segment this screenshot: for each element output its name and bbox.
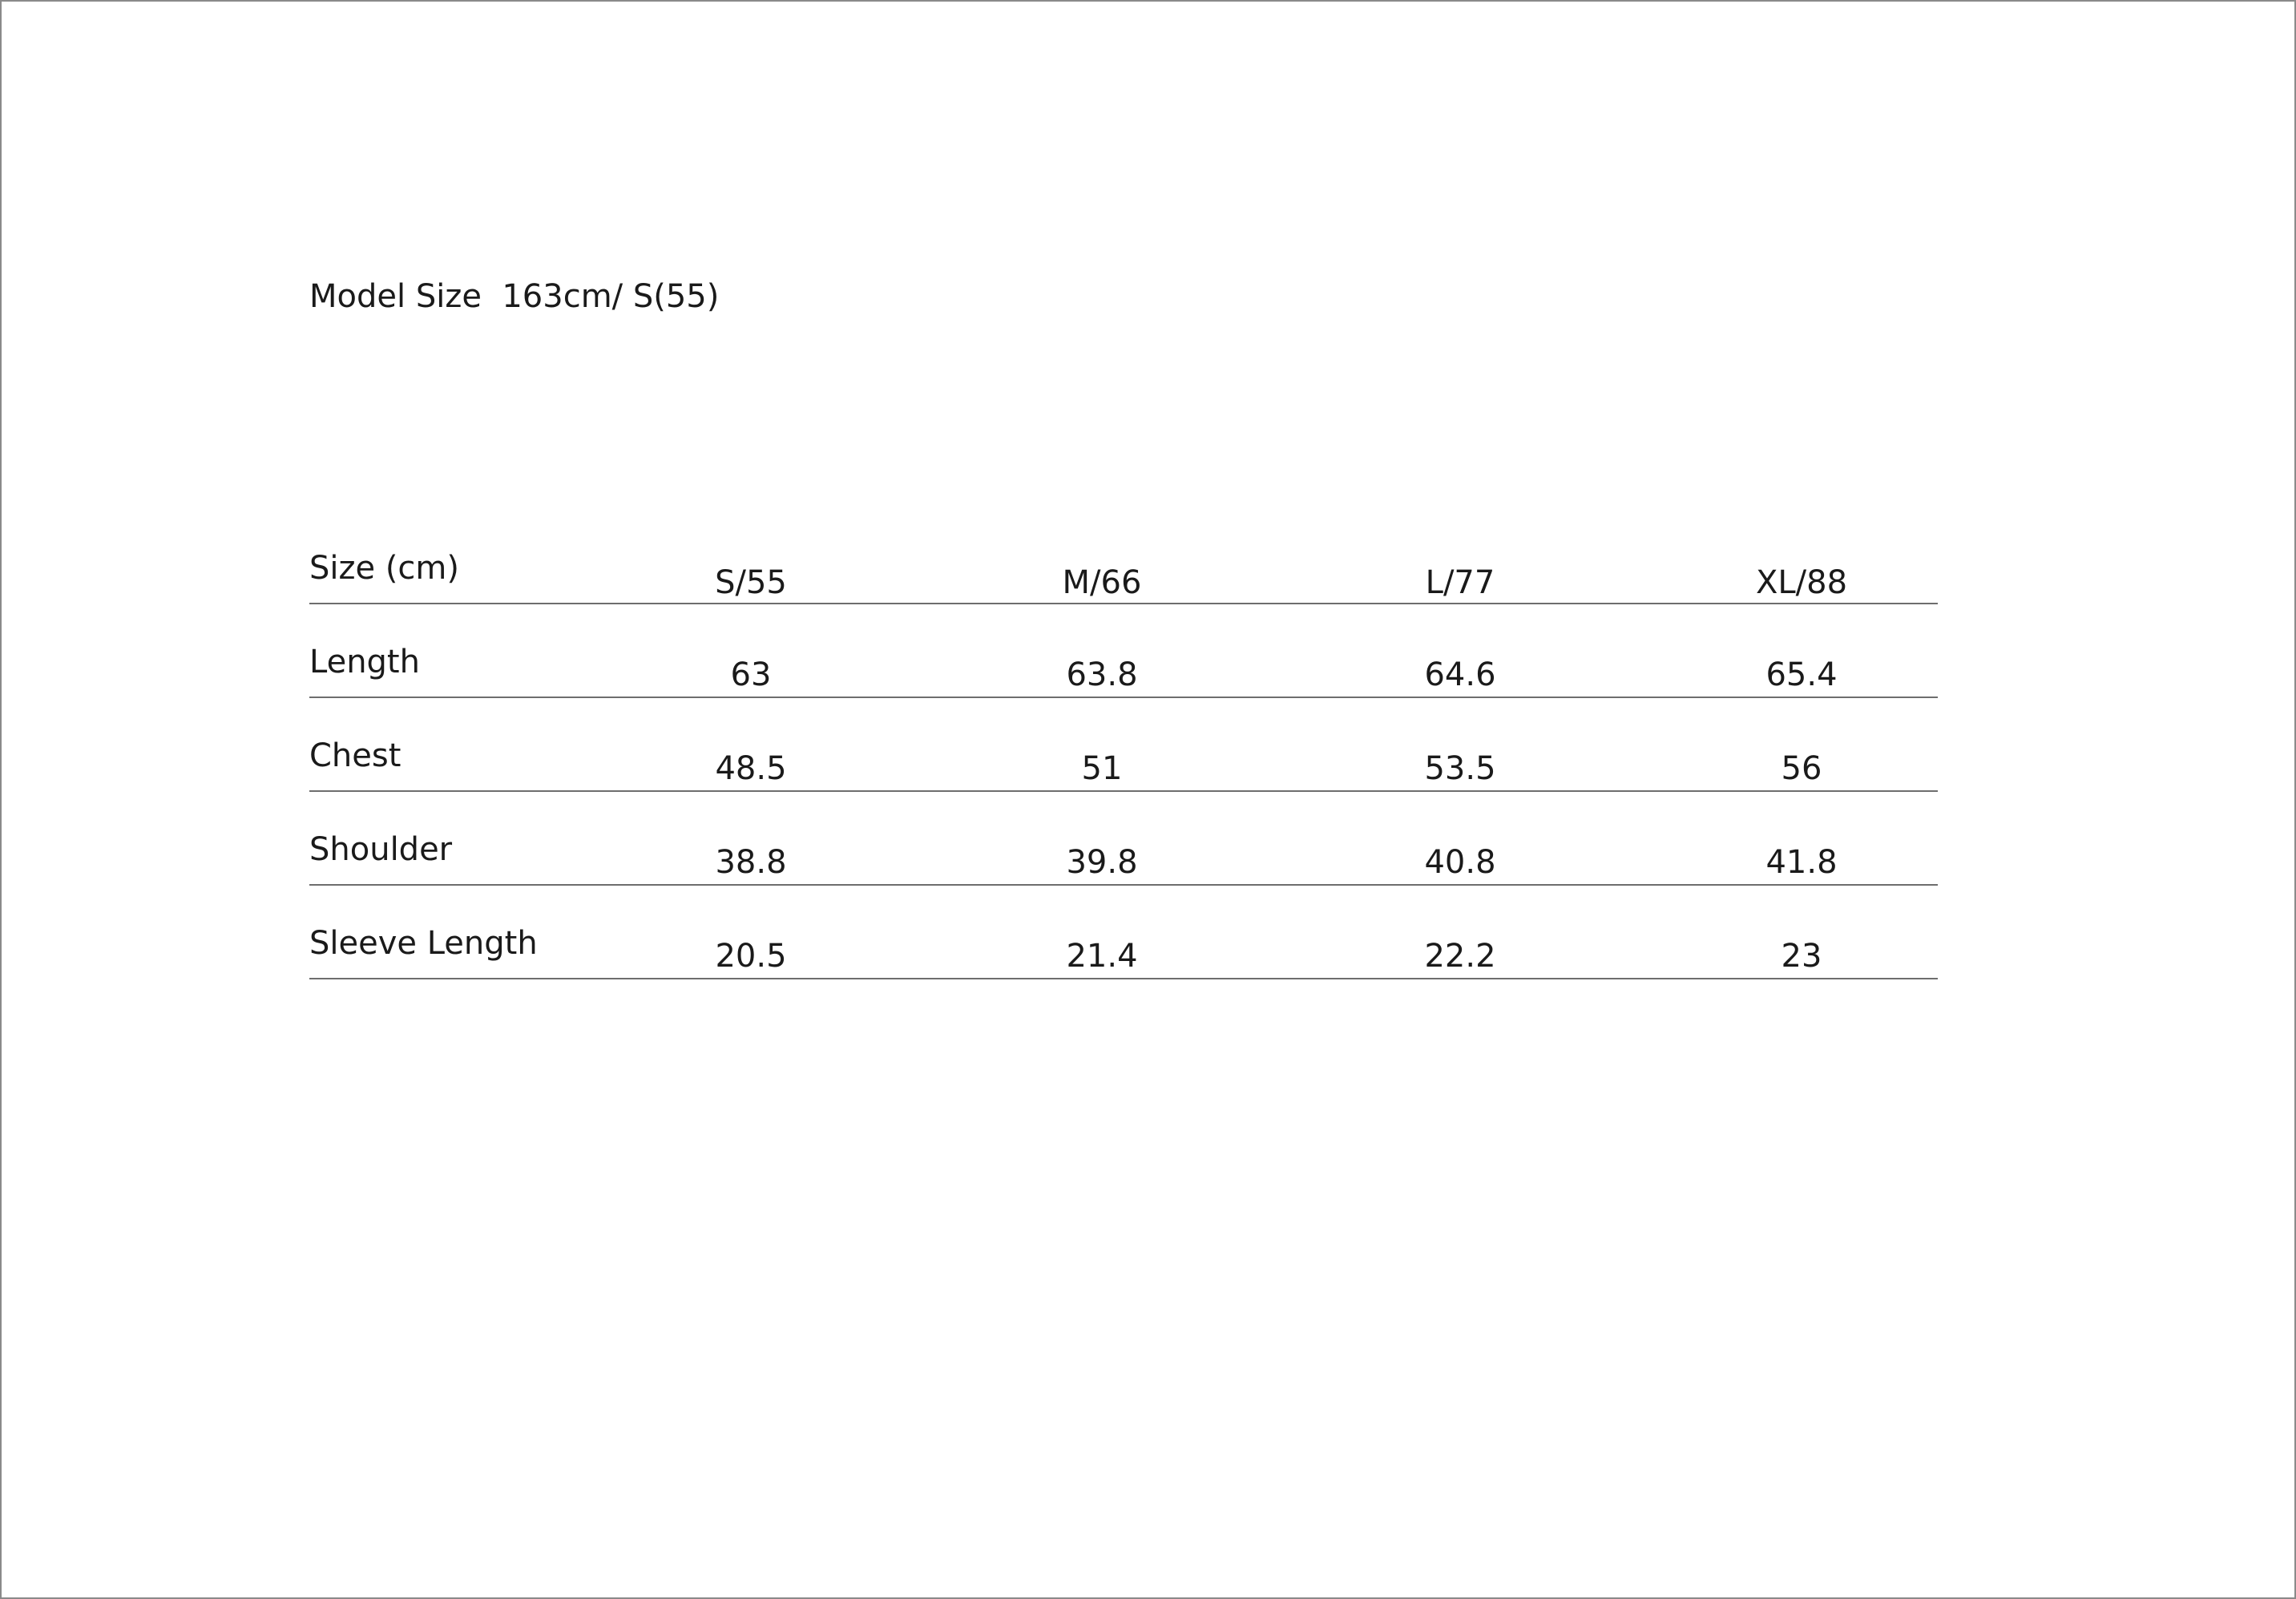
table-header-row <box>309 547 1938 604</box>
row-label: Sleeve Length <box>309 925 538 962</box>
table-row-length <box>309 604 1938 698</box>
table-row-sleeve-length <box>309 886 1938 979</box>
table-cell: 63.8 <box>1066 656 1138 693</box>
table-cell: 39.8 <box>1066 844 1138 881</box>
table-cell: 38.8 <box>715 844 787 881</box>
model-size-value: 163cm/ S(55) <box>502 278 720 315</box>
table-cell: 41.8 <box>1765 844 1838 881</box>
table-row-chest <box>309 698 1938 792</box>
model-size-line <box>309 273 719 321</box>
table-cell: 56 <box>1781 750 1822 787</box>
table-cell: 53.5 <box>1424 750 1496 787</box>
header-size-xl: XL/88 <box>1755 564 1848 601</box>
table-cell: 63 <box>730 656 772 693</box>
table-row-shoulder <box>309 792 1938 886</box>
row-label: Shoulder <box>309 831 453 868</box>
header-size-unit-label: Size (cm) <box>309 550 459 587</box>
table-cell: 23 <box>1781 938 1822 975</box>
row-label: Chest <box>309 737 401 774</box>
table-cell: 22.2 <box>1424 938 1496 975</box>
row-label: Length <box>309 644 420 680</box>
header-size-s: S/55 <box>715 564 787 601</box>
size-table <box>309 547 1938 979</box>
table-cell: 48.5 <box>715 750 787 787</box>
table-cell: 51 <box>1081 750 1123 787</box>
model-size-label: Model Size <box>309 278 482 315</box>
table-cell: 21.4 <box>1066 938 1138 975</box>
table-cell: 20.5 <box>715 938 787 975</box>
header-size-l: L/77 <box>1425 564 1495 601</box>
table-cell: 40.8 <box>1424 844 1496 881</box>
header-size-m: M/66 <box>1062 564 1142 601</box>
table-cell: 65.4 <box>1765 656 1838 693</box>
table-cell: 64.6 <box>1424 656 1496 693</box>
